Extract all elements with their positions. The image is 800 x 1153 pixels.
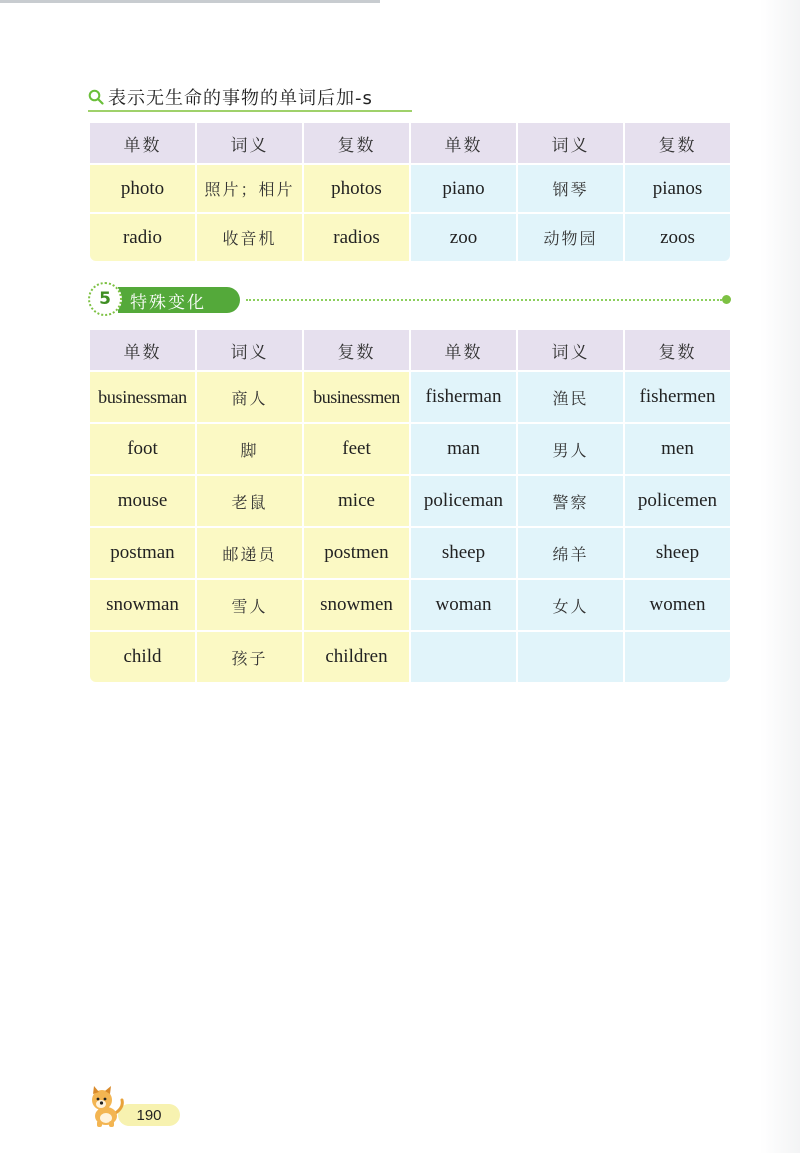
header-meaning: 词义 [197,330,302,370]
cell-meaning: 钢琴 [518,165,623,212]
header-plural: 复数 [625,123,730,163]
dotted-divider [246,299,722,301]
table-row [90,476,730,526]
cell-plural: radios [304,214,409,261]
cell-singular: radio [90,214,195,261]
heading-text: 表示无生命的事物的单词后加-s [108,88,373,109]
cell-plural: women [625,580,730,630]
cell-meaning: 孩子 [197,632,302,682]
section-5-label [88,282,736,318]
header-meaning: 词义 [197,123,302,163]
header-singular: 单数 [90,330,195,370]
header-singular: 单数 [411,123,516,163]
header-plural: 复数 [625,330,730,370]
cell-plural: mice [304,476,409,526]
cell-plural: postmen [304,528,409,578]
cell-meaning: 脚 [197,424,302,474]
cell-plural: businessmen [304,372,409,422]
section-5-title: 特殊变化 [130,292,206,313]
cell-meaning: 女人 [518,580,623,630]
cell-singular: zoo [411,214,516,261]
cell-singular: policeman [411,476,516,526]
cell-singular: mouse [90,476,195,526]
table-row [90,214,730,261]
cell-plural: fishermen [625,372,730,422]
table-row [90,372,730,422]
header-singular: 单数 [411,330,516,370]
table-row [90,632,730,682]
cell-singular: snowman [90,580,195,630]
header-plural: 复数 [304,330,409,370]
cell-singular: sheep [411,528,516,578]
cell-empty [625,632,730,682]
table-header-row [90,330,730,370]
table-row [90,580,730,630]
section-5-number: 5 [99,289,111,309]
dog-mascot-icon [84,1084,128,1128]
cell-plural: zoos [625,214,730,261]
cell-meaning: 老鼠 [197,476,302,526]
cell-empty [518,632,623,682]
cell-plural: policemen [625,476,730,526]
vocab-table-regular [88,121,732,263]
cell-meaning: 雪人 [197,580,302,630]
scan-top-line [0,0,380,3]
cell-meaning: 收音机 [197,214,302,261]
cell-plural: snowmen [304,580,409,630]
section-5-badge [88,282,122,316]
header-meaning: 词义 [518,123,623,163]
cell-plural: pianos [625,165,730,212]
cell-singular: fisherman [411,372,516,422]
page-number: 190 [136,1106,162,1124]
cell-meaning: 渔民 [518,372,623,422]
cell-singular: piano [411,165,516,212]
cell-empty [411,632,516,682]
cell-meaning: 商人 [197,372,302,422]
section-heading [88,84,412,112]
vocab-table-irregular [88,328,732,684]
cell-meaning: 绵羊 [518,528,623,578]
cell-singular: foot [90,424,195,474]
cell-meaning: 动物园 [518,214,623,261]
cell-meaning: 照片；相片 [197,165,302,212]
cell-plural: children [304,632,409,682]
cell-plural: men [625,424,730,474]
section-5-pill [118,287,240,313]
page-edge [760,0,800,1153]
cell-singular: businessman [90,372,195,422]
cell-meaning: 警察 [518,476,623,526]
cell-singular: postman [90,528,195,578]
table-header-row [90,123,730,163]
cell-plural: feet [304,424,409,474]
cell-singular: woman [411,580,516,630]
divider-end-dot [722,295,731,304]
header-singular: 单数 [90,123,195,163]
table-row [90,528,730,578]
header-meaning: 词义 [518,330,623,370]
table-row [90,424,730,474]
cell-plural: photos [304,165,409,212]
cell-singular: man [411,424,516,474]
cell-meaning: 男人 [518,424,623,474]
header-plural: 复数 [304,123,409,163]
cell-singular: photo [90,165,195,212]
table-row [90,165,730,212]
search-icon [88,89,104,105]
cell-meaning: 邮递员 [197,528,302,578]
cell-plural: sheep [625,528,730,578]
cell-singular: child [90,632,195,682]
